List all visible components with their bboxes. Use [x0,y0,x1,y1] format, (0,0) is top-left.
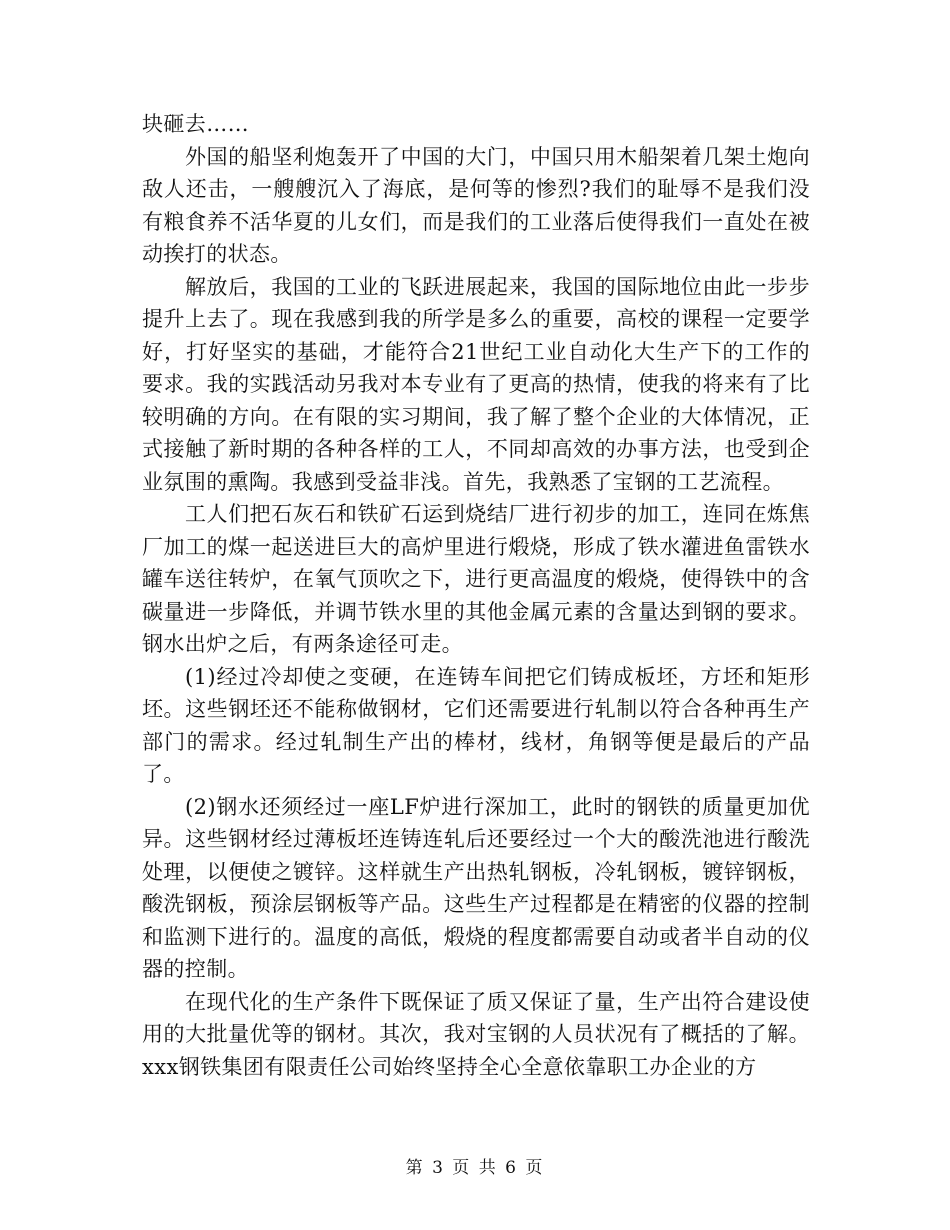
paragraph-3: 解放后，我国的工业的飞跃进展起来，我国的国际地位由此一步步提升上去了。现在我感到我的所学是多么的重要，高校的课程一定要学好，打好坚实的基础，才能符合21世纪工业自动化大生产下的工作的要求。我的实践活动另我对本专业有了更高的热情，使我的将来有了比较明确的方向。在有限的实习期间，我了解了整个企业的大体情况，正式接触了新时期的各种各样的工人，不同却高效的办事方法，也受到企业氛围的熏陶。我感到受益非浅。首先，我熟悉了宝钢的工艺流程。 [142,274,810,494]
paragraph-6: (2)钢水还须经过一座LF炉进行深加工，此时的钢铁的质量更加优异。这些钢材经过薄板坯连铸连轧后还要经过一个大的酸洗池进行酸洗处理，以便使之镀锌。这样就生产出热轧钢板，冷轧钢板，镀锌钢板，酸洗钢板，预涂层钢板等产品。这些生产过程都是在精密的仪器的控制和监测下进行的。温度的高低，煅烧的程度都需要自动或者半自动的仪器的控制。 [142,794,810,981]
paragraph-5: (1)经过冷却使之变硬，在连铸车间把它们铸成板坯，方坯和矩形坯。这些钢坯还不能称做钢材，它们还需要进行轧制以符合各种再生产部门的需求。经过轧制生产出的棒材，线材，角钢等便是最后的产品了。 [142,664,810,786]
paragraph-4: 工人们把石灰石和铁矿石运到烧结厂进行初步的加工，连同在炼焦厂加工的煤一起送进巨大的高炉里进行煅烧，形成了铁水灌进鱼雷铁水罐车送往转炉，在氧气顶吹之下，进行更高温度的煅烧，使得铁中的含碳量进一步降低，并调节铁水里的其他金属元素的含量达到钢的要求。钢水出炉之后，有两条途径可走。 [142,502,810,656]
page-number-footer: 第 3 页 共 6 页 [405,1158,545,1178]
paragraph-1: 块砸去…… [142,112,249,136]
paragraph-7: 在现代化的生产条件下既保证了质又保证了量，生产出符合建设使用的大批量优等的钢材。其次，我对宝钢的人员状况有了概括的了解。xxx钢铁集团有限责任公司始终坚持全心全意依靠职工办企业的方 [142,989,810,1079]
document-body [142,108,810,1083]
paragraph-2: 外国的船坚利炮轰开了中国的大门，中国只用木船架着几架土炮向敌人还击，一艘艘沉入了海底，是何等的惨烈?我们的耻辱不是我们没有粮食养不活华夏的儿女们，而是我们的工业落后使得我们一直处在被动挨打的状态。 [142,144,810,266]
